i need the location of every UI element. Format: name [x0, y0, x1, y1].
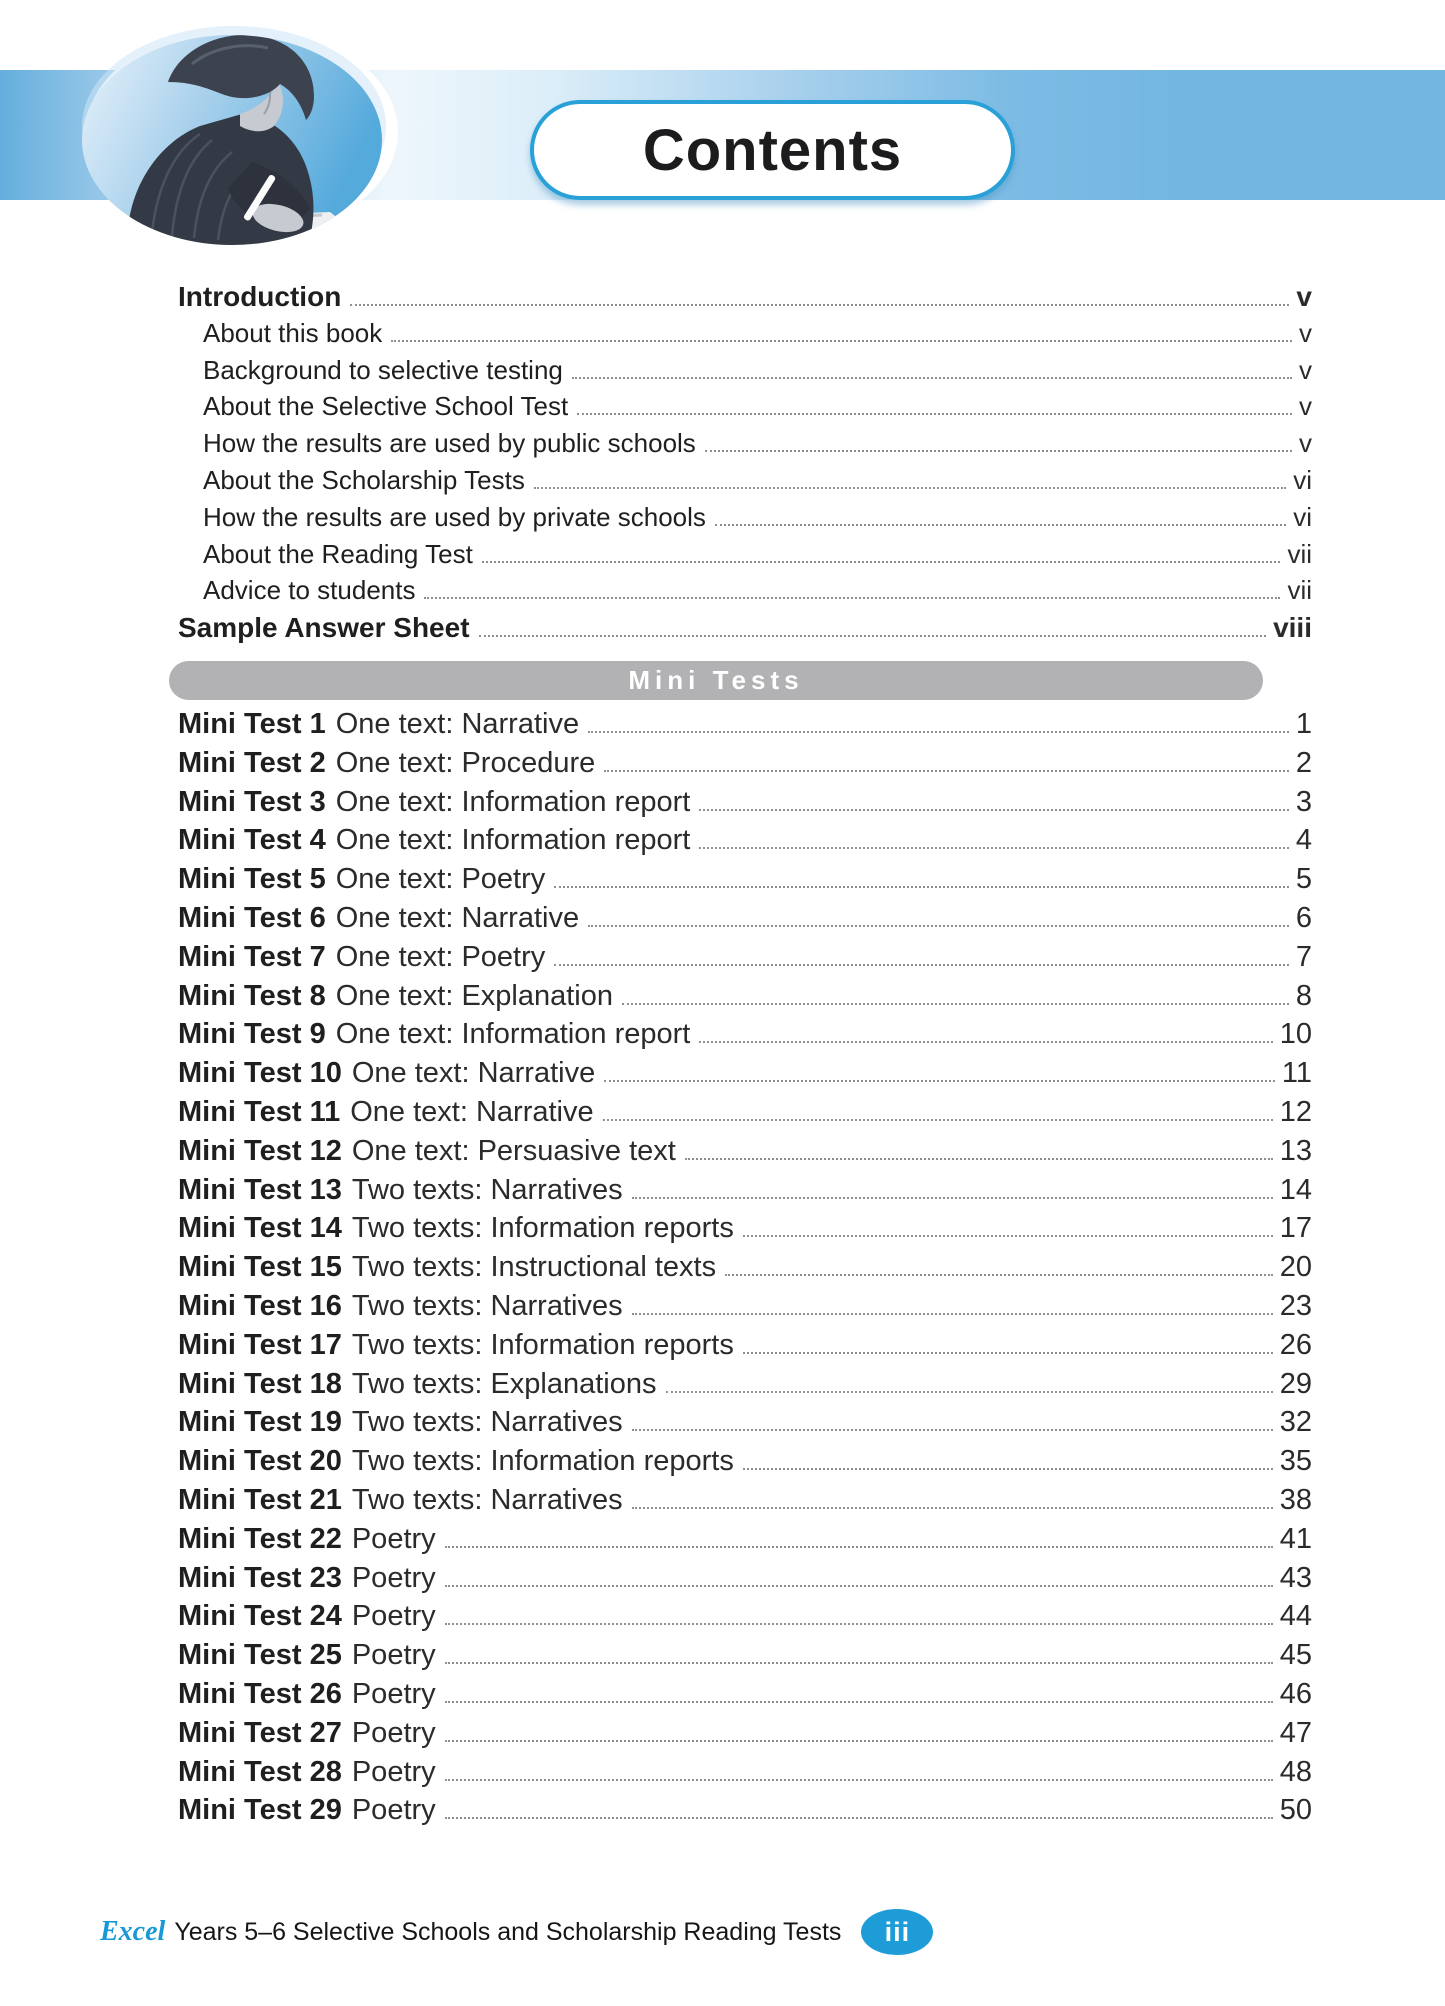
toc-row: [178, 1406, 1312, 1445]
toc-entry-label: Mini Test 26: [178, 1677, 342, 1710]
dotted-leader: [632, 1313, 1273, 1315]
toc-row: [178, 786, 1312, 825]
dotted-leader: [632, 1429, 1273, 1431]
dotted-leader: [482, 561, 1281, 563]
toc-entry-page-number: v: [1299, 317, 1312, 348]
mini-tests-bar: [169, 661, 1263, 700]
toc-entry-page-number: 2: [1295, 746, 1312, 779]
dotted-leader: [743, 1468, 1273, 1470]
toc-row: [178, 428, 1312, 465]
page-number-badge: iii: [861, 1909, 933, 1955]
toc-entry-page-number: 29: [1279, 1367, 1312, 1400]
toc-entry-page-number: v: [1299, 354, 1312, 385]
toc-entry-label: Mini Test 27: [178, 1716, 342, 1749]
toc-entry-label: Mini Test 5: [178, 863, 326, 896]
toc-entry-label: Advice to students: [203, 575, 416, 606]
toc-entry-label: Mini Test 15: [178, 1251, 342, 1284]
toc-entry-page-number: 44: [1279, 1600, 1312, 1633]
toc-entry-label: Mini Test 23: [178, 1561, 342, 1594]
toc-entry-description: Two texts: Instructional texts: [351, 1251, 717, 1284]
dotted-leader: [699, 809, 1289, 811]
toc-entry-label: Mini Test 8: [178, 979, 326, 1012]
toc-entry-label: Mini Test 22: [178, 1522, 342, 1555]
toc-entry-description: One text: Information report: [335, 824, 691, 857]
toc-entry-label: Mini Test 29: [178, 1794, 342, 1827]
toc-row: [178, 1523, 1312, 1562]
toc-entry-page-number: 7: [1295, 940, 1312, 973]
toc-entry-label: Mini Test 13: [178, 1173, 342, 1206]
toc-entry-description: One text: Narrative: [350, 1095, 594, 1128]
dotted-leader: [445, 1546, 1273, 1548]
toc-entry-label: Mini Test 4: [178, 824, 326, 857]
toc-entry-label: Background to selective testing: [203, 354, 563, 385]
toc-entry-page-number: 6: [1295, 901, 1312, 934]
toc-entry-label: Mini Test 3: [178, 785, 326, 818]
toc-entry-description: One text: Information report: [335, 785, 691, 818]
toc-entry-page-number: 38: [1279, 1483, 1312, 1516]
footer: [100, 1906, 933, 1958]
toc-row: [178, 1174, 1312, 1213]
toc-row: [178, 1562, 1312, 1601]
toc-entry-page-number: vii: [1287, 575, 1312, 606]
toc-entry-description: One text: Narrative: [335, 901, 580, 934]
page-title: Contents: [642, 117, 903, 183]
toc-row: [178, 612, 1312, 649]
toc-entry-label: Mini Test 17: [178, 1328, 342, 1361]
toc-entry-description: One text: Persuasive text: [351, 1134, 676, 1167]
toc-entry-description: Two texts: Narratives: [351, 1483, 623, 1516]
dotted-leader: [445, 1701, 1273, 1703]
toc-entry-description: One text: Narrative: [351, 1057, 596, 1090]
toc-row: [178, 1057, 1312, 1096]
dotted-leader: [715, 524, 1286, 526]
toc-entry-label: About this book: [203, 317, 383, 348]
toc-row: [178, 980, 1312, 1019]
dotted-leader: [588, 731, 1289, 733]
toc-entry-page-number: 47: [1279, 1716, 1312, 1749]
dotted-leader: [572, 377, 1292, 379]
contents-title-pill: [530, 100, 1015, 200]
toc-entry-page-number: 50: [1279, 1794, 1312, 1827]
toc-row: [178, 355, 1312, 392]
toc-row: [178, 1794, 1312, 1833]
toc-entry-page-number: 43: [1279, 1561, 1312, 1594]
toc-entry-label: Mini Test 20: [178, 1445, 342, 1478]
toc-entry-page-number: v: [1296, 281, 1312, 312]
toc-entry-page-number: 48: [1279, 1755, 1312, 1788]
toc-row: [178, 1678, 1312, 1717]
toc-entry-label: How the results are used by private schools: [203, 501, 706, 532]
toc-entry-description: One text: Procedure: [335, 746, 596, 779]
dotted-leader: [743, 1235, 1273, 1237]
toc-entry-label: Mini Test 16: [178, 1289, 342, 1322]
toc-row: [178, 1445, 1312, 1484]
toc-entry-page-number: 8: [1295, 979, 1312, 1012]
toc-entry-page-number: 26: [1279, 1328, 1312, 1361]
toc-row: [178, 391, 1312, 428]
toc-entry-label: Mini Test 10: [178, 1057, 342, 1090]
dotted-leader: [445, 1817, 1273, 1819]
dotted-leader: [743, 1352, 1273, 1354]
toc-entry-description: One text: Poetry: [335, 863, 546, 896]
toc-entry-description: Two texts: Narratives: [351, 1173, 623, 1206]
dotted-leader: [445, 1740, 1273, 1742]
toc-entry-label: Mini Test 11: [178, 1095, 341, 1128]
dotted-leader: [699, 1041, 1272, 1043]
toc-entry-page-number: 23: [1279, 1289, 1312, 1322]
toc-row: [178, 281, 1312, 318]
toc-row: [178, 1639, 1312, 1678]
mini-tests-bar-label: Mini Tests: [628, 665, 804, 695]
toc-row: [178, 1600, 1312, 1639]
toc-intro-section: [178, 281, 1312, 649]
toc-entry-page-number: 1: [1295, 708, 1312, 740]
toc-row: [178, 1717, 1312, 1756]
toc-row: [178, 1135, 1312, 1174]
toc-entry-page-number: vi: [1293, 464, 1312, 495]
toc-entry-page-number: 12: [1279, 1095, 1312, 1128]
toc-entry-description: Two texts: Information reports: [351, 1328, 734, 1361]
dotted-leader: [588, 925, 1289, 927]
toc-entry-label: Mini Test 9: [178, 1018, 326, 1051]
toc-row: [178, 575, 1312, 612]
toc-row: [178, 539, 1312, 576]
toc-row: [178, 1329, 1312, 1368]
toc-entry-description: Poetry: [351, 1677, 436, 1710]
toc-entry-description: Poetry: [351, 1561, 436, 1594]
dotted-leader: [554, 964, 1289, 966]
toc-row: [178, 1096, 1312, 1135]
toc-entry-label: Mini Test 14: [178, 1212, 342, 1245]
toc-entry-page-number: 20: [1279, 1251, 1312, 1284]
toc-entry-label: Mini Test 1: [178, 708, 326, 740]
toc-entry-label: Mini Test 7: [178, 940, 326, 973]
toc-entry-label: Mini Test 12: [178, 1134, 342, 1167]
toc-entry-page-number: 4: [1295, 824, 1312, 857]
toc-entry-description: Poetry: [351, 1639, 436, 1672]
toc-row: [178, 863, 1312, 902]
toc-entry-page-number: 14: [1279, 1173, 1312, 1206]
footer-title: Years 5–6 Selective Schools and Scholarship Reading Tests: [174, 1917, 842, 1946]
toc-entry-page-number: 5: [1295, 863, 1312, 896]
footer-brand: Excel: [100, 1916, 166, 1947]
toc-entry-description: Poetry: [351, 1755, 436, 1788]
toc-entry-label: About the Selective School Test: [203, 391, 569, 422]
toc-entry-page-number: 10: [1279, 1018, 1312, 1051]
toc-row: [178, 1368, 1312, 1407]
toc-entry-label: Mini Test 21: [178, 1483, 342, 1516]
toc-row: [178, 1212, 1312, 1251]
dotted-leader: [445, 1779, 1273, 1781]
dotted-leader: [577, 413, 1292, 415]
toc-entry-description: Two texts: Explanations: [351, 1367, 657, 1400]
toc-entry-page-number: 41: [1279, 1522, 1312, 1555]
dotted-leader: [445, 1585, 1273, 1587]
toc-entry-page-number: 45: [1279, 1639, 1312, 1672]
toc-entry-page-number: 32: [1279, 1406, 1312, 1439]
toc-row: [178, 465, 1312, 502]
toc-row: [178, 708, 1312, 747]
toc-entry-label: About the Scholarship Tests: [203, 464, 525, 495]
toc-row: [178, 1290, 1312, 1329]
toc-row: [178, 1484, 1312, 1523]
toc-entry-description: Two texts: Information reports: [351, 1445, 734, 1478]
toc-entry-page-number: viii: [1273, 612, 1312, 644]
toc-entry-label: About the Reading Test: [203, 538, 473, 569]
toc-row: [178, 1756, 1312, 1795]
dotted-leader: [445, 1623, 1273, 1625]
toc-entry-page-number: 17: [1279, 1212, 1312, 1245]
dotted-leader: [445, 1662, 1273, 1664]
toc-entry-description: Poetry: [351, 1600, 436, 1633]
toc-entry-label: Mini Test 24: [178, 1600, 342, 1633]
toc-row: [178, 318, 1312, 355]
toc-entry-page-number: vi: [1293, 501, 1312, 532]
dotted-leader: [424, 597, 1280, 599]
toc-entry-label: Mini Test 2: [178, 746, 326, 779]
toc-entry-label: Mini Test 25: [178, 1639, 342, 1672]
dotted-leader: [391, 340, 1292, 342]
toc-entry-label: Mini Test 19: [178, 1406, 342, 1439]
dotted-leader: [699, 847, 1289, 849]
toc-entry-page-number: v: [1299, 391, 1312, 422]
toc-entry-page-number: 11: [1281, 1057, 1312, 1090]
toc-entry-page-number: 13: [1279, 1134, 1312, 1167]
dotted-leader: [479, 635, 1267, 637]
toc-row: [178, 902, 1312, 941]
dotted-leader: [554, 886, 1289, 888]
toc-entry-description: Two texts: Narratives: [351, 1406, 623, 1439]
toc-entry-description: Two texts: Narratives: [351, 1289, 623, 1322]
toc-entry-label: Mini Test 28: [178, 1755, 342, 1788]
toc-mini-tests-section: [178, 708, 1312, 1833]
toc-entry-label: Mini Test 6: [178, 901, 326, 934]
toc-entry-description: Poetry: [351, 1716, 436, 1749]
boy-writing-photo: [72, 22, 398, 258]
dotted-leader: [622, 1003, 1289, 1005]
dotted-leader: [685, 1158, 1273, 1160]
toc-row: [178, 747, 1312, 786]
toc-entry-description: One text: Explanation: [335, 979, 614, 1012]
dotted-leader: [604, 1080, 1275, 1082]
dotted-leader: [603, 1119, 1273, 1121]
toc-row: [178, 824, 1312, 863]
toc-entry-page-number: 46: [1279, 1677, 1312, 1710]
toc-row: [178, 1251, 1312, 1290]
toc-entry-description: Poetry: [351, 1794, 436, 1827]
dotted-leader: [705, 450, 1292, 452]
dotted-leader: [350, 304, 1289, 306]
toc-entry-description: One text: Information report: [335, 1018, 691, 1051]
dotted-leader: [666, 1391, 1273, 1393]
toc-entry-description: One text: Narrative: [335, 708, 580, 740]
toc-entry-description: Poetry: [351, 1522, 436, 1555]
toc-entry-page-number: v: [1299, 428, 1312, 459]
dotted-leader: [725, 1274, 1273, 1276]
toc-entry-page-number: 3: [1295, 785, 1312, 818]
toc-row: [178, 502, 1312, 539]
dotted-leader: [632, 1197, 1273, 1199]
toc-entry-label: Introduction: [178, 281, 342, 312]
toc-entry-label: Sample Answer Sheet: [178, 612, 470, 644]
toc-entry-page-number: vii: [1287, 538, 1312, 569]
dotted-leader: [604, 770, 1289, 772]
toc-row: [178, 1018, 1312, 1057]
dotted-leader: [632, 1507, 1273, 1509]
toc-entry-description: One text: Poetry: [335, 940, 546, 973]
toc-entry-description: Two texts: Information reports: [351, 1212, 734, 1245]
toc-entry-label: Mini Test 18: [178, 1367, 342, 1400]
toc-entry-page-number: 35: [1279, 1445, 1312, 1478]
dotted-leader: [534, 487, 1286, 489]
toc-row: [178, 941, 1312, 980]
toc-entry-label: How the results are used by public schools: [203, 428, 696, 459]
